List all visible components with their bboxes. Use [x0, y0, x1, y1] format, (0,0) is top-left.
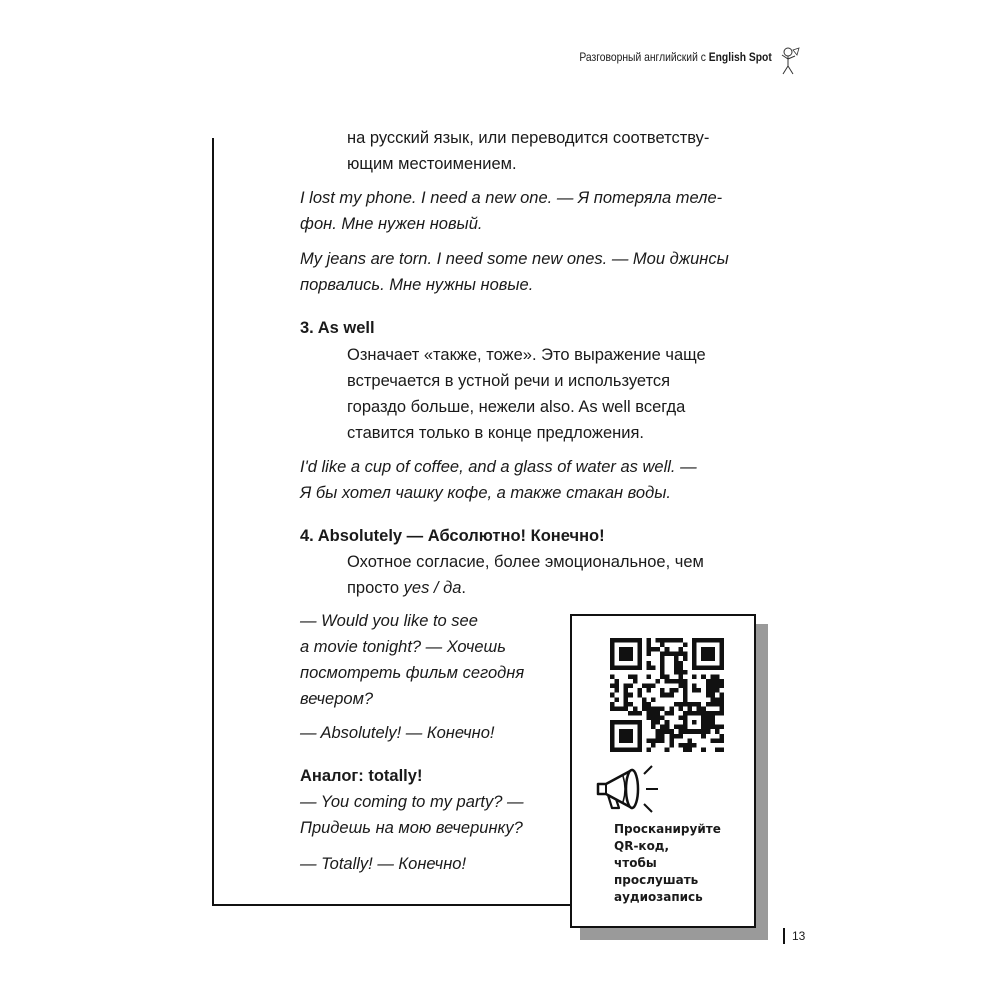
page-frame-left [212, 138, 214, 906]
page-number: 13 [792, 929, 806, 943]
example-line: My jeans are torn. I need some new ones. — Мои джинсы [300, 250, 729, 268]
dialog-line: — Totally! — Конечно! [300, 855, 467, 873]
dialog-line: Придешь на мою вечеринку? [300, 819, 523, 837]
scan-text-line: чтобы [614, 856, 657, 870]
text-plain: просто [347, 579, 404, 597]
dialog-line: — Would you like to see [300, 612, 478, 630]
example-line: Я бы хотел чашку кофе, а также стакан воды. [300, 484, 671, 502]
header-title: Разговорный английский с [579, 50, 709, 64]
example-line: I'd like a cup of coffee, and a glass of water as well. — [300, 458, 697, 476]
page-number-mark [783, 928, 785, 944]
dialog-line: a movie tonight? — Хочешь [300, 638, 506, 656]
scan-text-line: прослушать [614, 873, 699, 887]
text-line [347, 579, 466, 598]
header-brand: English Spot [708, 50, 772, 64]
text-line: Означает «также, тоже». Это выражение чаще [347, 346, 706, 364]
example-line: I lost my phone. I need a new one. — Я потеряла теле- [300, 189, 723, 207]
text-period: . [461, 579, 466, 597]
dialog-line: — You coming to my party? — [300, 793, 524, 811]
dialog-line: вечером? [300, 690, 374, 708]
section-heading: 3. As well [300, 319, 375, 337]
text-line: ставится только в конце предложения. [347, 424, 644, 442]
dialog-line: — Absolutely! — Конечно! [300, 724, 495, 742]
text-line: гораздо больше, нежели also. As well всегда [347, 398, 686, 416]
text-italic: yes / да [403, 579, 462, 597]
text-line: на русский язык, или переводится соответству- [347, 129, 710, 147]
dialog-line: посмотреть фильм сегодня [300, 664, 525, 682]
scan-text-line: Просканируйте [614, 822, 721, 836]
scan-text-line: QR-код, [614, 839, 670, 853]
example-line: порвались. Мне нужны новые. [300, 276, 534, 294]
example-line: фон. Мне нужен новый. [300, 215, 483, 233]
running-header [580, 50, 772, 64]
qr-code-icon[interactable] [610, 638, 724, 752]
mascot-logo-icon [777, 46, 803, 76]
scan-instructions [614, 821, 754, 906]
text-line: ющим местоимением. [347, 155, 517, 173]
text-line: встречается в устной речи и используется [347, 372, 671, 390]
megaphone-icon [592, 762, 676, 820]
qr-audio-box [570, 614, 756, 928]
scan-text-line: аудиозапись [614, 890, 703, 904]
section-heading: 4. Absolutely — Абсолютно! Конечно! [300, 527, 605, 545]
page-frame-bottom [212, 904, 572, 906]
analog-heading: Аналог: totally! [300, 767, 423, 785]
text-line: Охотное согласие, более эмоциональное, чем [347, 553, 704, 571]
